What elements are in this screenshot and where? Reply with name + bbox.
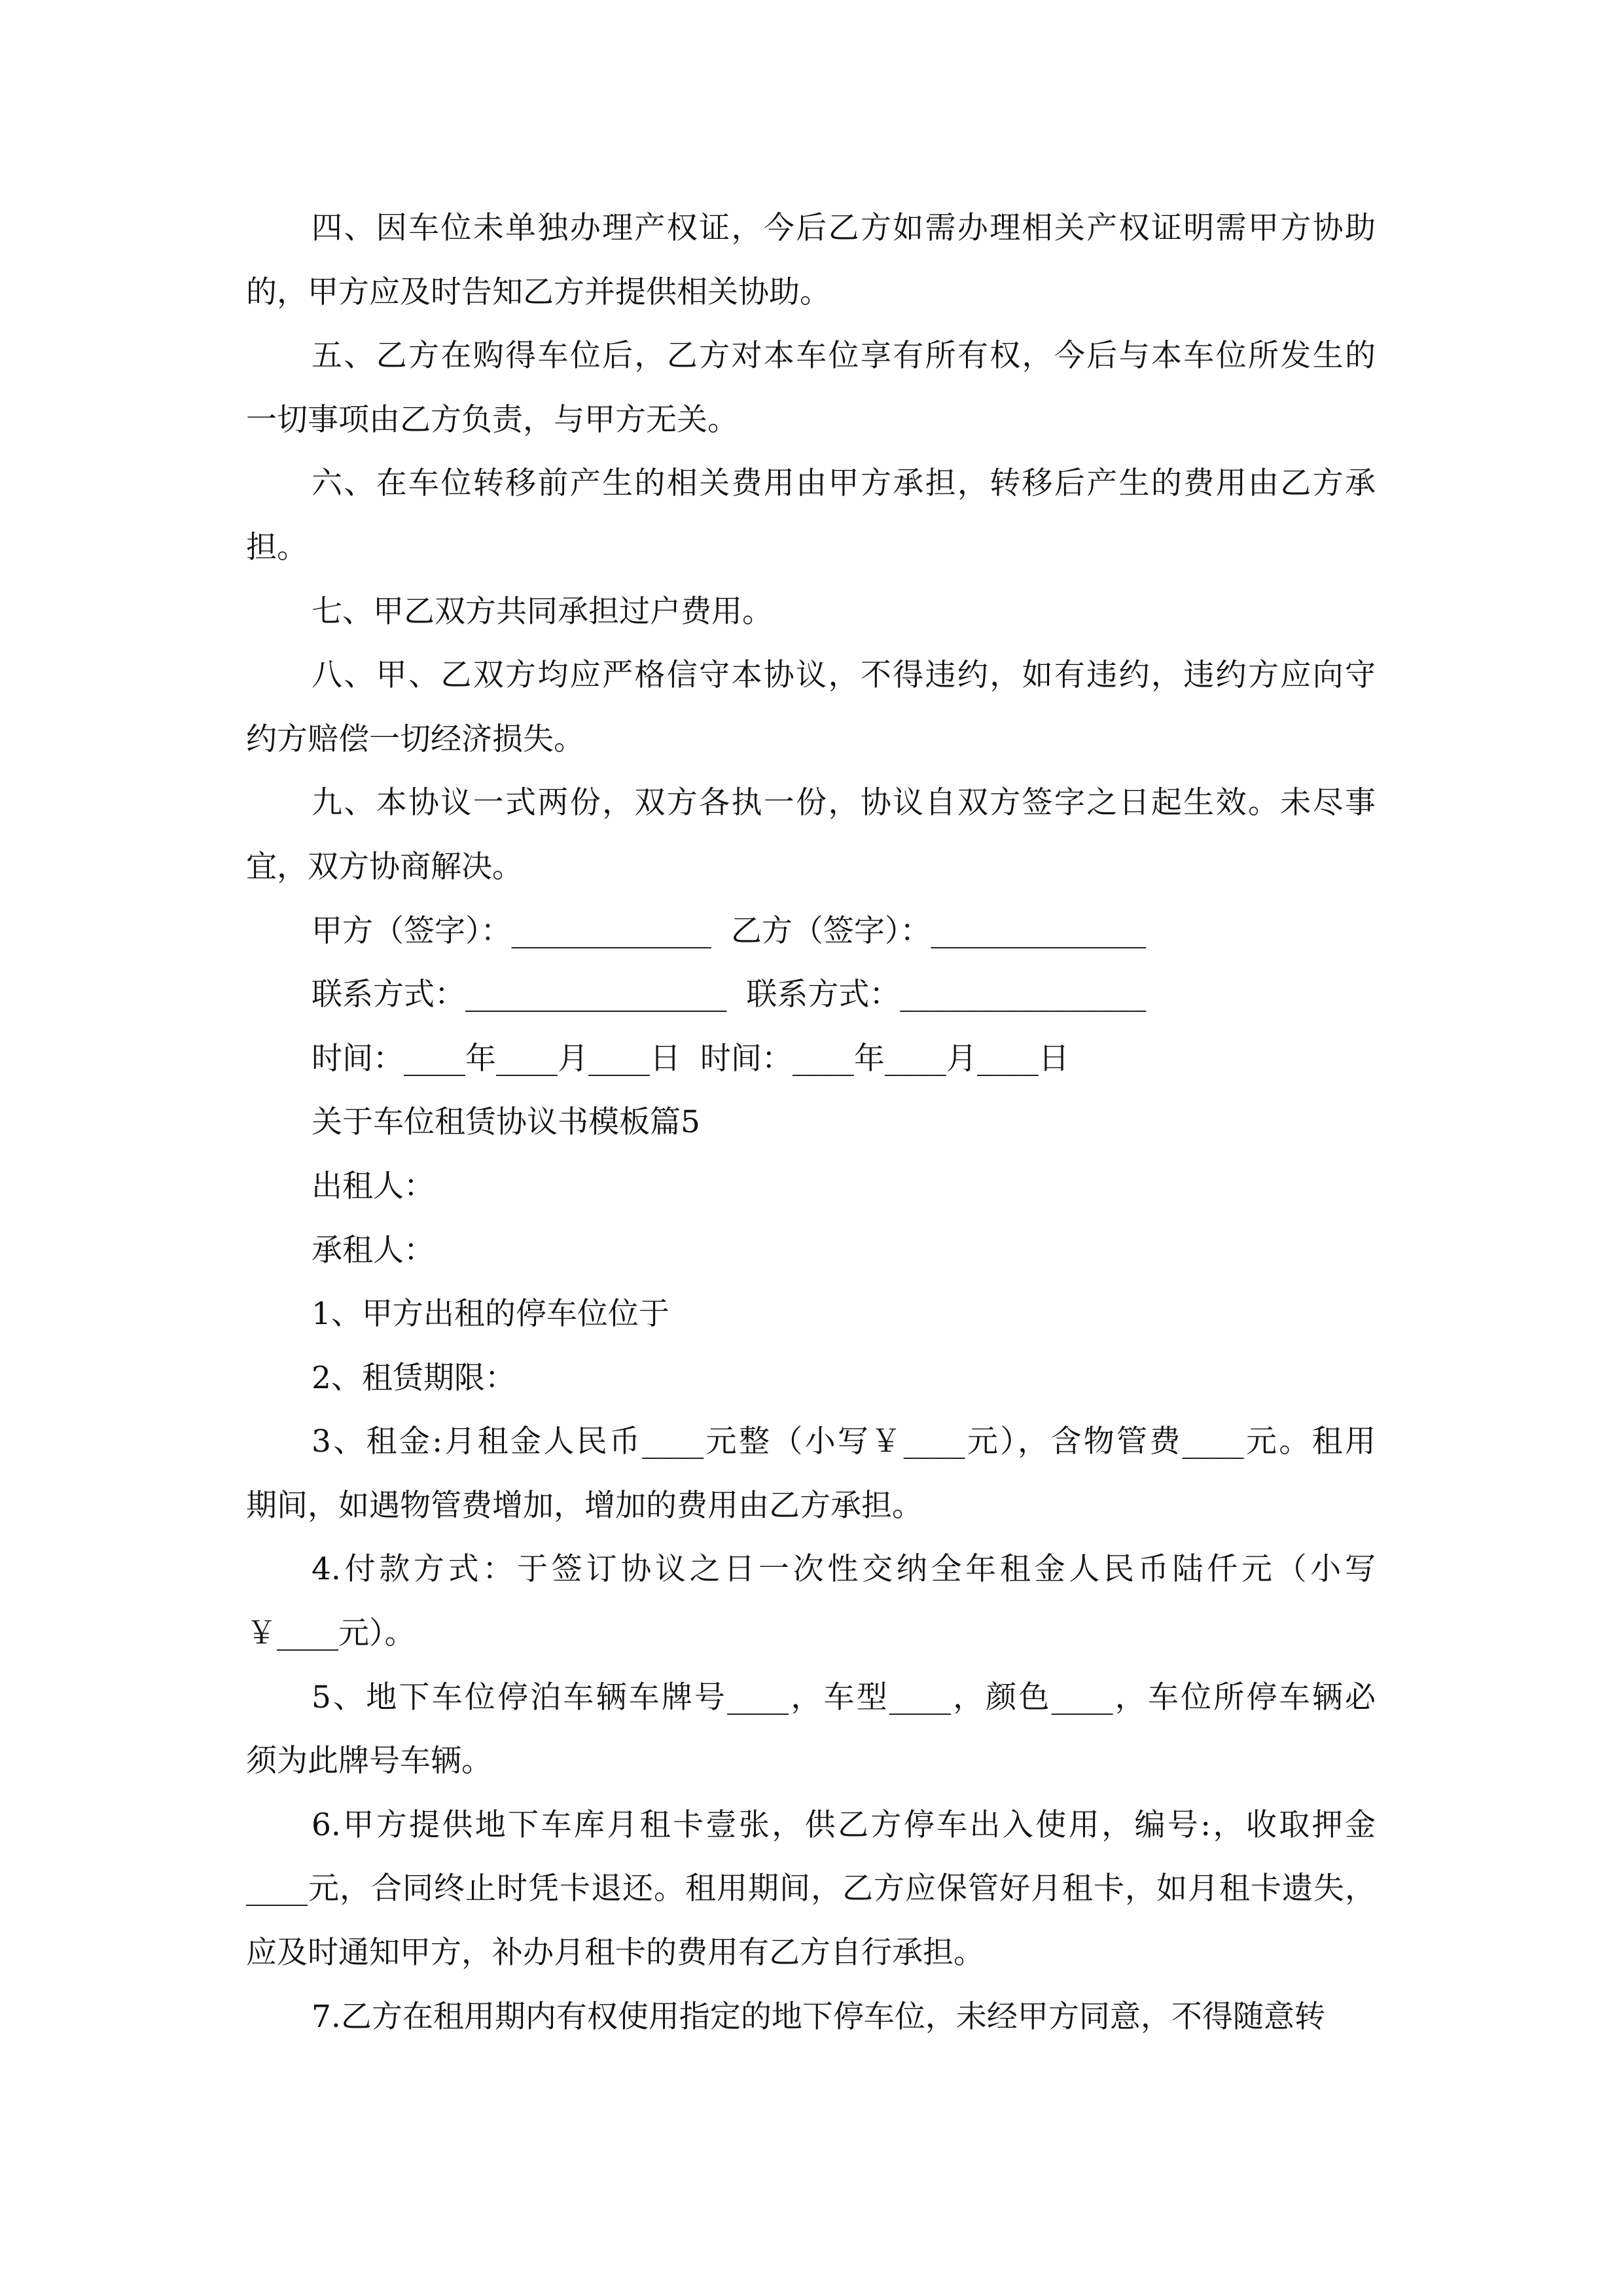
- text-line: 担。: [246, 529, 308, 565]
- text-line: ____元，合同终止时凭卡退还。租用期间，乙方应保管好月租卡，如月租卡遗失，: [246, 1871, 1376, 1907]
- text-line: 一切事项由乙方负责，与甲方无关。: [246, 401, 738, 438]
- paragraph: [246, 1410, 1376, 1537]
- text-line: 承租人：: [312, 1232, 435, 1268]
- paragraph: [246, 580, 1376, 644]
- text-line: 1、甲方出租的停车位位于: [312, 1296, 669, 1333]
- text-line: 六、在车位转移前产生的相关费用由甲方承担，转移后产生的费用由乙方承: [312, 465, 1376, 502]
- paragraph: [246, 1793, 1376, 1985]
- text-line: 四、因车位未单独办理产权证，今后乙方如需办理相关产权证明需甲方协助: [312, 210, 1376, 246]
- paragraph: [246, 1985, 1376, 2049]
- text-line: 时间：____年____月____日 时间：____年____月____日: [312, 1040, 1069, 1077]
- text-line: 应及时通知甲方，补办月租卡的费用有乙方自行承担。: [246, 1935, 984, 1971]
- text-line: 九、本协议一式两份，双方各执一份，协议自双方签字之日起生效。未尽事: [312, 785, 1376, 821]
- text-line: 八、甲、乙双方均应严格信守本协议，不得违约，如有违约，违约方应向守: [312, 657, 1376, 694]
- paragraph: [246, 1537, 1376, 1665]
- paragraph: [246, 1282, 1376, 1346]
- paragraph: [246, 452, 1376, 579]
- text-line: 4.付款方式：于签订协议之日一次性交纳全年租金人民币陆仟元（小写: [312, 1551, 1376, 1588]
- paragraph: [246, 1219, 1376, 1283]
- text-line: 3、租金:月租金人民币____元整（小写￥____元），含物管费____元。租用: [312, 1424, 1376, 1460]
- text-line: 7.乙方在租用期内有权使用指定的地下停车位，未经甲方同意，不得随意转: [312, 1998, 1325, 2035]
- text-line: 宜，双方协商解决。: [246, 848, 523, 885]
- text-line: 2、租赁期限：: [312, 1359, 516, 1396]
- paragraph: [246, 1155, 1376, 1219]
- document-body: [246, 196, 1376, 2049]
- paragraph: [246, 196, 1376, 324]
- text-line: 关于车位租赁协议书模板篇5: [312, 1104, 700, 1141]
- text-line: 5、地下车位停泊车辆车牌号____，车型____，颜色____，车位所停车辆必: [312, 1679, 1376, 1715]
- text-line: 须为此牌号车辆。: [246, 1743, 492, 1780]
- text-line: 的，甲方应及时告知乙方并提供相关协助。: [246, 274, 830, 310]
- text-line: 甲方（签字）：_____________ 乙方（签字）：______________: [312, 912, 1147, 949]
- paragraph: [246, 1666, 1376, 1793]
- text-line: 约方赔偿一切经济损失。: [246, 721, 584, 757]
- paragraph: [246, 324, 1376, 452]
- text-line: 五、乙方在购得车位后，乙方对本车位享有所有权，今后与本车位所发生的: [312, 338, 1376, 374]
- text-line: 期间，如遇物管费增加，增加的费用由乙方承担。: [246, 1487, 923, 1524]
- paragraph: [246, 963, 1376, 1027]
- text-line: 出租人：: [312, 1168, 435, 1204]
- text-line: 6.甲方提供地下车库月租卡壹张，供乙方停车出入使用，编号:，收取押金: [312, 1806, 1376, 1843]
- paragraph: [246, 1090, 1376, 1155]
- text-line: ￥____元）。: [246, 1615, 416, 1652]
- paragraph: [246, 899, 1376, 963]
- text-line: 七、甲乙双方共同承担过户费用。: [312, 593, 773, 630]
- paragraph: [246, 1346, 1376, 1410]
- text-line: 联系方式：_________________ 联系方式：________________: [312, 977, 1147, 1013]
- paragraph: [246, 643, 1376, 771]
- paragraph: [246, 771, 1376, 899]
- paragraph: [246, 1027, 1376, 1091]
